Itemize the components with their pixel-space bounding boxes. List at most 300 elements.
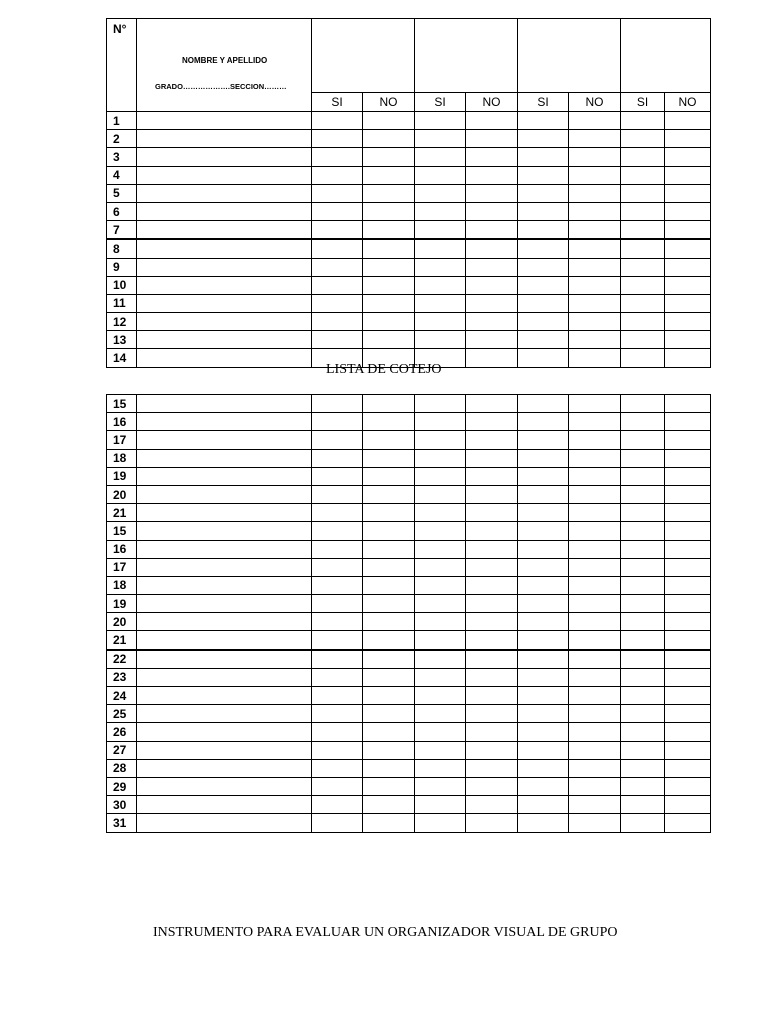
no-check-cell[interactable] (665, 166, 711, 184)
no-check-cell[interactable] (466, 449, 518, 467)
no-check-cell[interactable] (665, 613, 711, 631)
si-check-cell[interactable] (312, 723, 363, 741)
si-check-cell[interactable] (518, 576, 569, 594)
no-check-cell[interactable] (569, 814, 621, 832)
no-check-cell[interactable] (569, 467, 621, 485)
si-check-cell[interactable] (621, 221, 665, 240)
si-check-cell[interactable] (621, 449, 665, 467)
si-check-cell[interactable] (621, 668, 665, 686)
no-check-cell[interactable] (665, 631, 711, 650)
student-name-cell[interactable] (137, 485, 312, 503)
no-check-cell[interactable] (665, 112, 711, 130)
si-check-cell[interactable] (415, 166, 466, 184)
si-check-cell[interactable] (312, 130, 363, 148)
no-check-cell[interactable] (665, 687, 711, 705)
si-check-cell[interactable] (621, 540, 665, 558)
si-check-cell[interactable] (415, 276, 466, 294)
no-check-cell[interactable] (665, 522, 711, 540)
si-check-cell[interactable] (415, 687, 466, 705)
si-check-cell[interactable] (312, 148, 363, 166)
no-check-cell[interactable] (569, 631, 621, 650)
no-check-cell[interactable] (466, 221, 518, 240)
no-check-cell[interactable] (466, 331, 518, 349)
si-check-cell[interactable] (518, 485, 569, 503)
no-check-cell[interactable] (569, 184, 621, 202)
si-check-cell[interactable] (621, 148, 665, 166)
student-name-cell[interactable] (137, 313, 312, 331)
no-check-cell[interactable] (665, 650, 711, 669)
no-check-cell[interactable] (569, 431, 621, 449)
student-name-cell[interactable] (137, 504, 312, 522)
no-check-cell[interactable] (363, 431, 415, 449)
no-check-cell[interactable] (363, 650, 415, 669)
si-check-cell[interactable] (415, 130, 466, 148)
no-check-cell[interactable] (569, 705, 621, 723)
si-check-cell[interactable] (312, 540, 363, 558)
no-check-cell[interactable] (363, 705, 415, 723)
si-check-cell[interactable] (312, 613, 363, 631)
student-name-cell[interactable] (137, 166, 312, 184)
no-check-cell[interactable] (569, 485, 621, 503)
si-check-cell[interactable] (415, 258, 466, 276)
si-check-cell[interactable] (312, 202, 363, 220)
si-check-cell[interactable] (312, 631, 363, 650)
student-name-cell[interactable] (137, 276, 312, 294)
si-check-cell[interactable] (415, 613, 466, 631)
no-check-cell[interactable] (363, 148, 415, 166)
si-check-cell[interactable] (518, 723, 569, 741)
si-check-cell[interactable] (312, 221, 363, 240)
si-check-cell[interactable] (518, 239, 569, 258)
no-check-cell[interactable] (363, 413, 415, 431)
no-check-cell[interactable] (569, 522, 621, 540)
no-check-cell[interactable] (665, 467, 711, 485)
si-check-cell[interactable] (518, 777, 569, 795)
no-check-cell[interactable] (665, 221, 711, 240)
si-check-cell[interactable] (621, 276, 665, 294)
si-check-cell[interactable] (621, 112, 665, 130)
no-check-cell[interactable] (466, 276, 518, 294)
no-check-cell[interactable] (363, 504, 415, 522)
no-check-cell[interactable] (363, 595, 415, 613)
si-check-cell[interactable] (312, 522, 363, 540)
no-check-cell[interactable] (363, 485, 415, 503)
no-check-cell[interactable] (466, 723, 518, 741)
no-check-cell[interactable] (665, 202, 711, 220)
si-check-cell[interactable] (518, 166, 569, 184)
si-check-cell[interactable] (621, 631, 665, 650)
student-name-cell[interactable] (137, 221, 312, 240)
no-check-cell[interactable] (665, 485, 711, 503)
si-check-cell[interactable] (312, 759, 363, 777)
no-check-cell[interactable] (466, 504, 518, 522)
no-check-cell[interactable] (466, 202, 518, 220)
si-check-cell[interactable] (621, 814, 665, 832)
no-check-cell[interactable] (569, 777, 621, 795)
si-check-cell[interactable] (621, 294, 665, 312)
no-check-cell[interactable] (466, 258, 518, 276)
student-name-cell[interactable] (137, 202, 312, 220)
no-check-cell[interactable] (466, 294, 518, 312)
si-check-cell[interactable] (518, 221, 569, 240)
si-check-cell[interactable] (312, 395, 363, 413)
si-check-cell[interactable] (518, 331, 569, 349)
si-check-cell[interactable] (518, 558, 569, 576)
no-check-cell[interactable] (569, 258, 621, 276)
no-check-cell[interactable] (363, 166, 415, 184)
si-check-cell[interactable] (415, 449, 466, 467)
si-check-cell[interactable] (312, 294, 363, 312)
si-check-cell[interactable] (518, 258, 569, 276)
no-check-cell[interactable] (569, 148, 621, 166)
no-check-cell[interactable] (665, 276, 711, 294)
si-check-cell[interactable] (312, 796, 363, 814)
si-check-cell[interactable] (415, 331, 466, 349)
no-check-cell[interactable] (466, 166, 518, 184)
student-name-cell[interactable] (137, 431, 312, 449)
si-check-cell[interactable] (312, 239, 363, 258)
no-check-cell[interactable] (466, 239, 518, 258)
si-check-cell[interactable] (415, 705, 466, 723)
no-check-cell[interactable] (569, 576, 621, 594)
student-name-cell[interactable] (137, 395, 312, 413)
student-name-cell[interactable] (137, 349, 312, 367)
no-check-cell[interactable] (466, 485, 518, 503)
si-check-cell[interactable] (518, 184, 569, 202)
si-check-cell[interactable] (312, 504, 363, 522)
no-check-cell[interactable] (665, 723, 711, 741)
si-check-cell[interactable] (621, 258, 665, 276)
si-check-cell[interactable] (312, 413, 363, 431)
no-check-cell[interactable] (665, 504, 711, 522)
no-check-cell[interactable] (665, 759, 711, 777)
si-check-cell[interactable] (415, 504, 466, 522)
si-check-cell[interactable] (518, 395, 569, 413)
no-check-cell[interactable] (363, 759, 415, 777)
si-check-cell[interactable] (312, 777, 363, 795)
no-check-cell[interactable] (665, 313, 711, 331)
no-check-cell[interactable] (665, 239, 711, 258)
si-check-cell[interactable] (415, 239, 466, 258)
si-check-cell[interactable] (415, 595, 466, 613)
no-check-cell[interactable] (665, 130, 711, 148)
no-check-cell[interactable] (363, 796, 415, 814)
no-check-cell[interactable] (569, 294, 621, 312)
no-check-cell[interactable] (665, 558, 711, 576)
si-check-cell[interactable] (621, 395, 665, 413)
si-check-cell[interactable] (518, 294, 569, 312)
si-check-cell[interactable] (621, 467, 665, 485)
si-check-cell[interactable] (312, 166, 363, 184)
no-check-cell[interactable] (569, 395, 621, 413)
si-check-cell[interactable] (415, 221, 466, 240)
si-check-cell[interactable] (415, 148, 466, 166)
si-check-cell[interactable] (621, 313, 665, 331)
no-check-cell[interactable] (569, 331, 621, 349)
si-check-cell[interactable] (415, 777, 466, 795)
no-check-cell[interactable] (363, 467, 415, 485)
si-check-cell[interactable] (518, 814, 569, 832)
student-name-cell[interactable] (137, 705, 312, 723)
si-check-cell[interactable] (415, 814, 466, 832)
no-check-cell[interactable] (665, 148, 711, 166)
no-check-cell[interactable] (363, 221, 415, 240)
no-check-cell[interactable] (466, 148, 518, 166)
no-check-cell[interactable] (363, 631, 415, 650)
si-check-cell[interactable] (312, 687, 363, 705)
si-check-cell[interactable] (621, 741, 665, 759)
si-check-cell[interactable] (312, 431, 363, 449)
no-check-cell[interactable] (569, 759, 621, 777)
no-check-cell[interactable] (466, 576, 518, 594)
si-check-cell[interactable] (312, 595, 363, 613)
student-name-cell[interactable] (137, 668, 312, 686)
no-check-cell[interactable] (363, 331, 415, 349)
student-name-cell[interactable] (137, 796, 312, 814)
no-check-cell[interactable] (569, 558, 621, 576)
si-check-cell[interactable] (312, 258, 363, 276)
si-check-cell[interactable] (415, 741, 466, 759)
no-check-cell[interactable] (665, 814, 711, 832)
si-check-cell[interactable] (621, 504, 665, 522)
no-check-cell[interactable] (466, 522, 518, 540)
si-check-cell[interactable] (415, 650, 466, 669)
no-check-cell[interactable] (665, 741, 711, 759)
si-check-cell[interactable] (312, 650, 363, 669)
si-check-cell[interactable] (518, 705, 569, 723)
si-check-cell[interactable] (415, 112, 466, 130)
no-check-cell[interactable] (569, 723, 621, 741)
no-check-cell[interactable] (363, 777, 415, 795)
student-name-cell[interactable] (137, 130, 312, 148)
student-name-cell[interactable] (137, 540, 312, 558)
no-check-cell[interactable] (363, 395, 415, 413)
no-check-cell[interactable] (569, 540, 621, 558)
si-check-cell[interactable] (621, 331, 665, 349)
no-check-cell[interactable] (665, 796, 711, 814)
no-check-cell[interactable] (363, 184, 415, 202)
student-name-cell[interactable] (137, 331, 312, 349)
si-check-cell[interactable] (518, 202, 569, 220)
no-check-cell[interactable] (569, 613, 621, 631)
no-check-cell[interactable] (569, 413, 621, 431)
no-check-cell[interactable] (665, 184, 711, 202)
si-check-cell[interactable] (415, 202, 466, 220)
no-check-cell[interactable] (665, 540, 711, 558)
si-check-cell[interactable] (518, 613, 569, 631)
no-check-cell[interactable] (363, 276, 415, 294)
si-check-cell[interactable] (312, 705, 363, 723)
si-check-cell[interactable] (415, 467, 466, 485)
no-check-cell[interactable] (665, 413, 711, 431)
si-check-cell[interactable] (621, 522, 665, 540)
si-check-cell[interactable] (518, 631, 569, 650)
si-check-cell[interactable] (621, 202, 665, 220)
no-check-cell[interactable] (665, 294, 711, 312)
no-check-cell[interactable] (363, 294, 415, 312)
no-check-cell[interactable] (363, 576, 415, 594)
si-check-cell[interactable] (415, 313, 466, 331)
si-check-cell[interactable] (312, 576, 363, 594)
no-check-cell[interactable] (569, 650, 621, 669)
si-check-cell[interactable] (518, 449, 569, 467)
no-check-cell[interactable] (665, 258, 711, 276)
si-check-cell[interactable] (518, 668, 569, 686)
si-check-cell[interactable] (415, 668, 466, 686)
si-check-cell[interactable] (518, 522, 569, 540)
no-check-cell[interactable] (665, 331, 711, 349)
si-check-cell[interactable] (621, 558, 665, 576)
no-check-cell[interactable] (363, 723, 415, 741)
no-check-cell[interactable] (466, 777, 518, 795)
student-name-cell[interactable] (137, 723, 312, 741)
si-check-cell[interactable] (415, 294, 466, 312)
no-check-cell[interactable] (665, 668, 711, 686)
no-check-cell[interactable] (466, 558, 518, 576)
no-check-cell[interactable] (665, 449, 711, 467)
no-check-cell[interactable] (665, 576, 711, 594)
si-check-cell[interactable] (312, 467, 363, 485)
si-check-cell[interactable] (621, 613, 665, 631)
no-check-cell[interactable] (569, 112, 621, 130)
student-name-cell[interactable] (137, 595, 312, 613)
no-check-cell[interactable] (569, 202, 621, 220)
si-check-cell[interactable] (621, 687, 665, 705)
si-check-cell[interactable] (518, 349, 569, 367)
no-check-cell[interactable] (665, 705, 711, 723)
no-check-cell[interactable] (665, 595, 711, 613)
si-check-cell[interactable] (312, 313, 363, 331)
student-name-cell[interactable] (137, 687, 312, 705)
no-check-cell[interactable] (466, 631, 518, 650)
si-check-cell[interactable] (415, 184, 466, 202)
no-check-cell[interactable] (363, 668, 415, 686)
si-check-cell[interactable] (621, 796, 665, 814)
no-check-cell[interactable] (466, 668, 518, 686)
no-check-cell[interactable] (466, 759, 518, 777)
si-check-cell[interactable] (621, 485, 665, 503)
student-name-cell[interactable] (137, 239, 312, 258)
no-check-cell[interactable] (466, 467, 518, 485)
no-check-cell[interactable] (466, 395, 518, 413)
student-name-cell[interactable] (137, 258, 312, 276)
si-check-cell[interactable] (312, 331, 363, 349)
si-check-cell[interactable] (518, 796, 569, 814)
no-check-cell[interactable] (569, 687, 621, 705)
no-check-cell[interactable] (569, 166, 621, 184)
si-check-cell[interactable] (415, 558, 466, 576)
student-name-cell[interactable] (137, 467, 312, 485)
si-check-cell[interactable] (518, 467, 569, 485)
no-check-cell[interactable] (363, 522, 415, 540)
si-check-cell[interactable] (415, 759, 466, 777)
si-check-cell[interactable] (621, 705, 665, 723)
si-check-cell[interactable] (312, 558, 363, 576)
no-check-cell[interactable] (363, 112, 415, 130)
no-check-cell[interactable] (569, 276, 621, 294)
si-check-cell[interactable] (518, 431, 569, 449)
si-check-cell[interactable] (621, 723, 665, 741)
no-check-cell[interactable] (466, 112, 518, 130)
no-check-cell[interactable] (569, 221, 621, 240)
si-check-cell[interactable] (621, 650, 665, 669)
si-check-cell[interactable] (518, 276, 569, 294)
no-check-cell[interactable] (363, 540, 415, 558)
si-check-cell[interactable] (312, 485, 363, 503)
si-check-cell[interactable] (621, 349, 665, 367)
si-check-cell[interactable] (518, 112, 569, 130)
no-check-cell[interactable] (569, 796, 621, 814)
student-name-cell[interactable] (137, 294, 312, 312)
si-check-cell[interactable] (415, 796, 466, 814)
no-check-cell[interactable] (466, 613, 518, 631)
si-check-cell[interactable] (415, 631, 466, 650)
si-check-cell[interactable] (312, 449, 363, 467)
student-name-cell[interactable] (137, 741, 312, 759)
student-name-cell[interactable] (137, 576, 312, 594)
si-check-cell[interactable] (621, 130, 665, 148)
no-check-cell[interactable] (466, 595, 518, 613)
no-check-cell[interactable] (363, 313, 415, 331)
si-check-cell[interactable] (518, 687, 569, 705)
no-check-cell[interactable] (466, 796, 518, 814)
student-name-cell[interactable] (137, 413, 312, 431)
si-check-cell[interactable] (312, 184, 363, 202)
student-name-cell[interactable] (137, 759, 312, 777)
si-check-cell[interactable] (312, 668, 363, 686)
si-check-cell[interactable] (312, 276, 363, 294)
si-check-cell[interactable] (312, 814, 363, 832)
no-check-cell[interactable] (466, 540, 518, 558)
si-check-cell[interactable] (518, 540, 569, 558)
no-check-cell[interactable] (665, 395, 711, 413)
student-name-cell[interactable] (137, 112, 312, 130)
student-name-cell[interactable] (137, 613, 312, 631)
si-check-cell[interactable] (518, 741, 569, 759)
si-check-cell[interactable] (518, 413, 569, 431)
no-check-cell[interactable] (363, 239, 415, 258)
si-check-cell[interactable] (415, 723, 466, 741)
no-check-cell[interactable] (466, 741, 518, 759)
no-check-cell[interactable] (466, 413, 518, 431)
student-name-cell[interactable] (137, 449, 312, 467)
si-check-cell[interactable] (415, 540, 466, 558)
student-name-cell[interactable] (137, 148, 312, 166)
no-check-cell[interactable] (363, 687, 415, 705)
student-name-cell[interactable] (137, 631, 312, 650)
no-check-cell[interactable] (466, 650, 518, 669)
no-check-cell[interactable] (363, 449, 415, 467)
no-check-cell[interactable] (363, 613, 415, 631)
student-name-cell[interactable] (137, 814, 312, 832)
si-check-cell[interactable] (621, 413, 665, 431)
si-check-cell[interactable] (621, 239, 665, 258)
no-check-cell[interactable] (569, 239, 621, 258)
si-check-cell[interactable] (518, 650, 569, 669)
si-check-cell[interactable] (621, 576, 665, 594)
no-check-cell[interactable] (363, 130, 415, 148)
si-check-cell[interactable] (312, 112, 363, 130)
si-check-cell[interactable] (621, 595, 665, 613)
si-check-cell[interactable] (415, 413, 466, 431)
no-check-cell[interactable] (363, 814, 415, 832)
no-check-cell[interactable] (466, 349, 518, 367)
no-check-cell[interactable] (569, 741, 621, 759)
no-check-cell[interactable] (363, 258, 415, 276)
si-check-cell[interactable] (621, 777, 665, 795)
no-check-cell[interactable] (466, 431, 518, 449)
si-check-cell[interactable] (415, 522, 466, 540)
